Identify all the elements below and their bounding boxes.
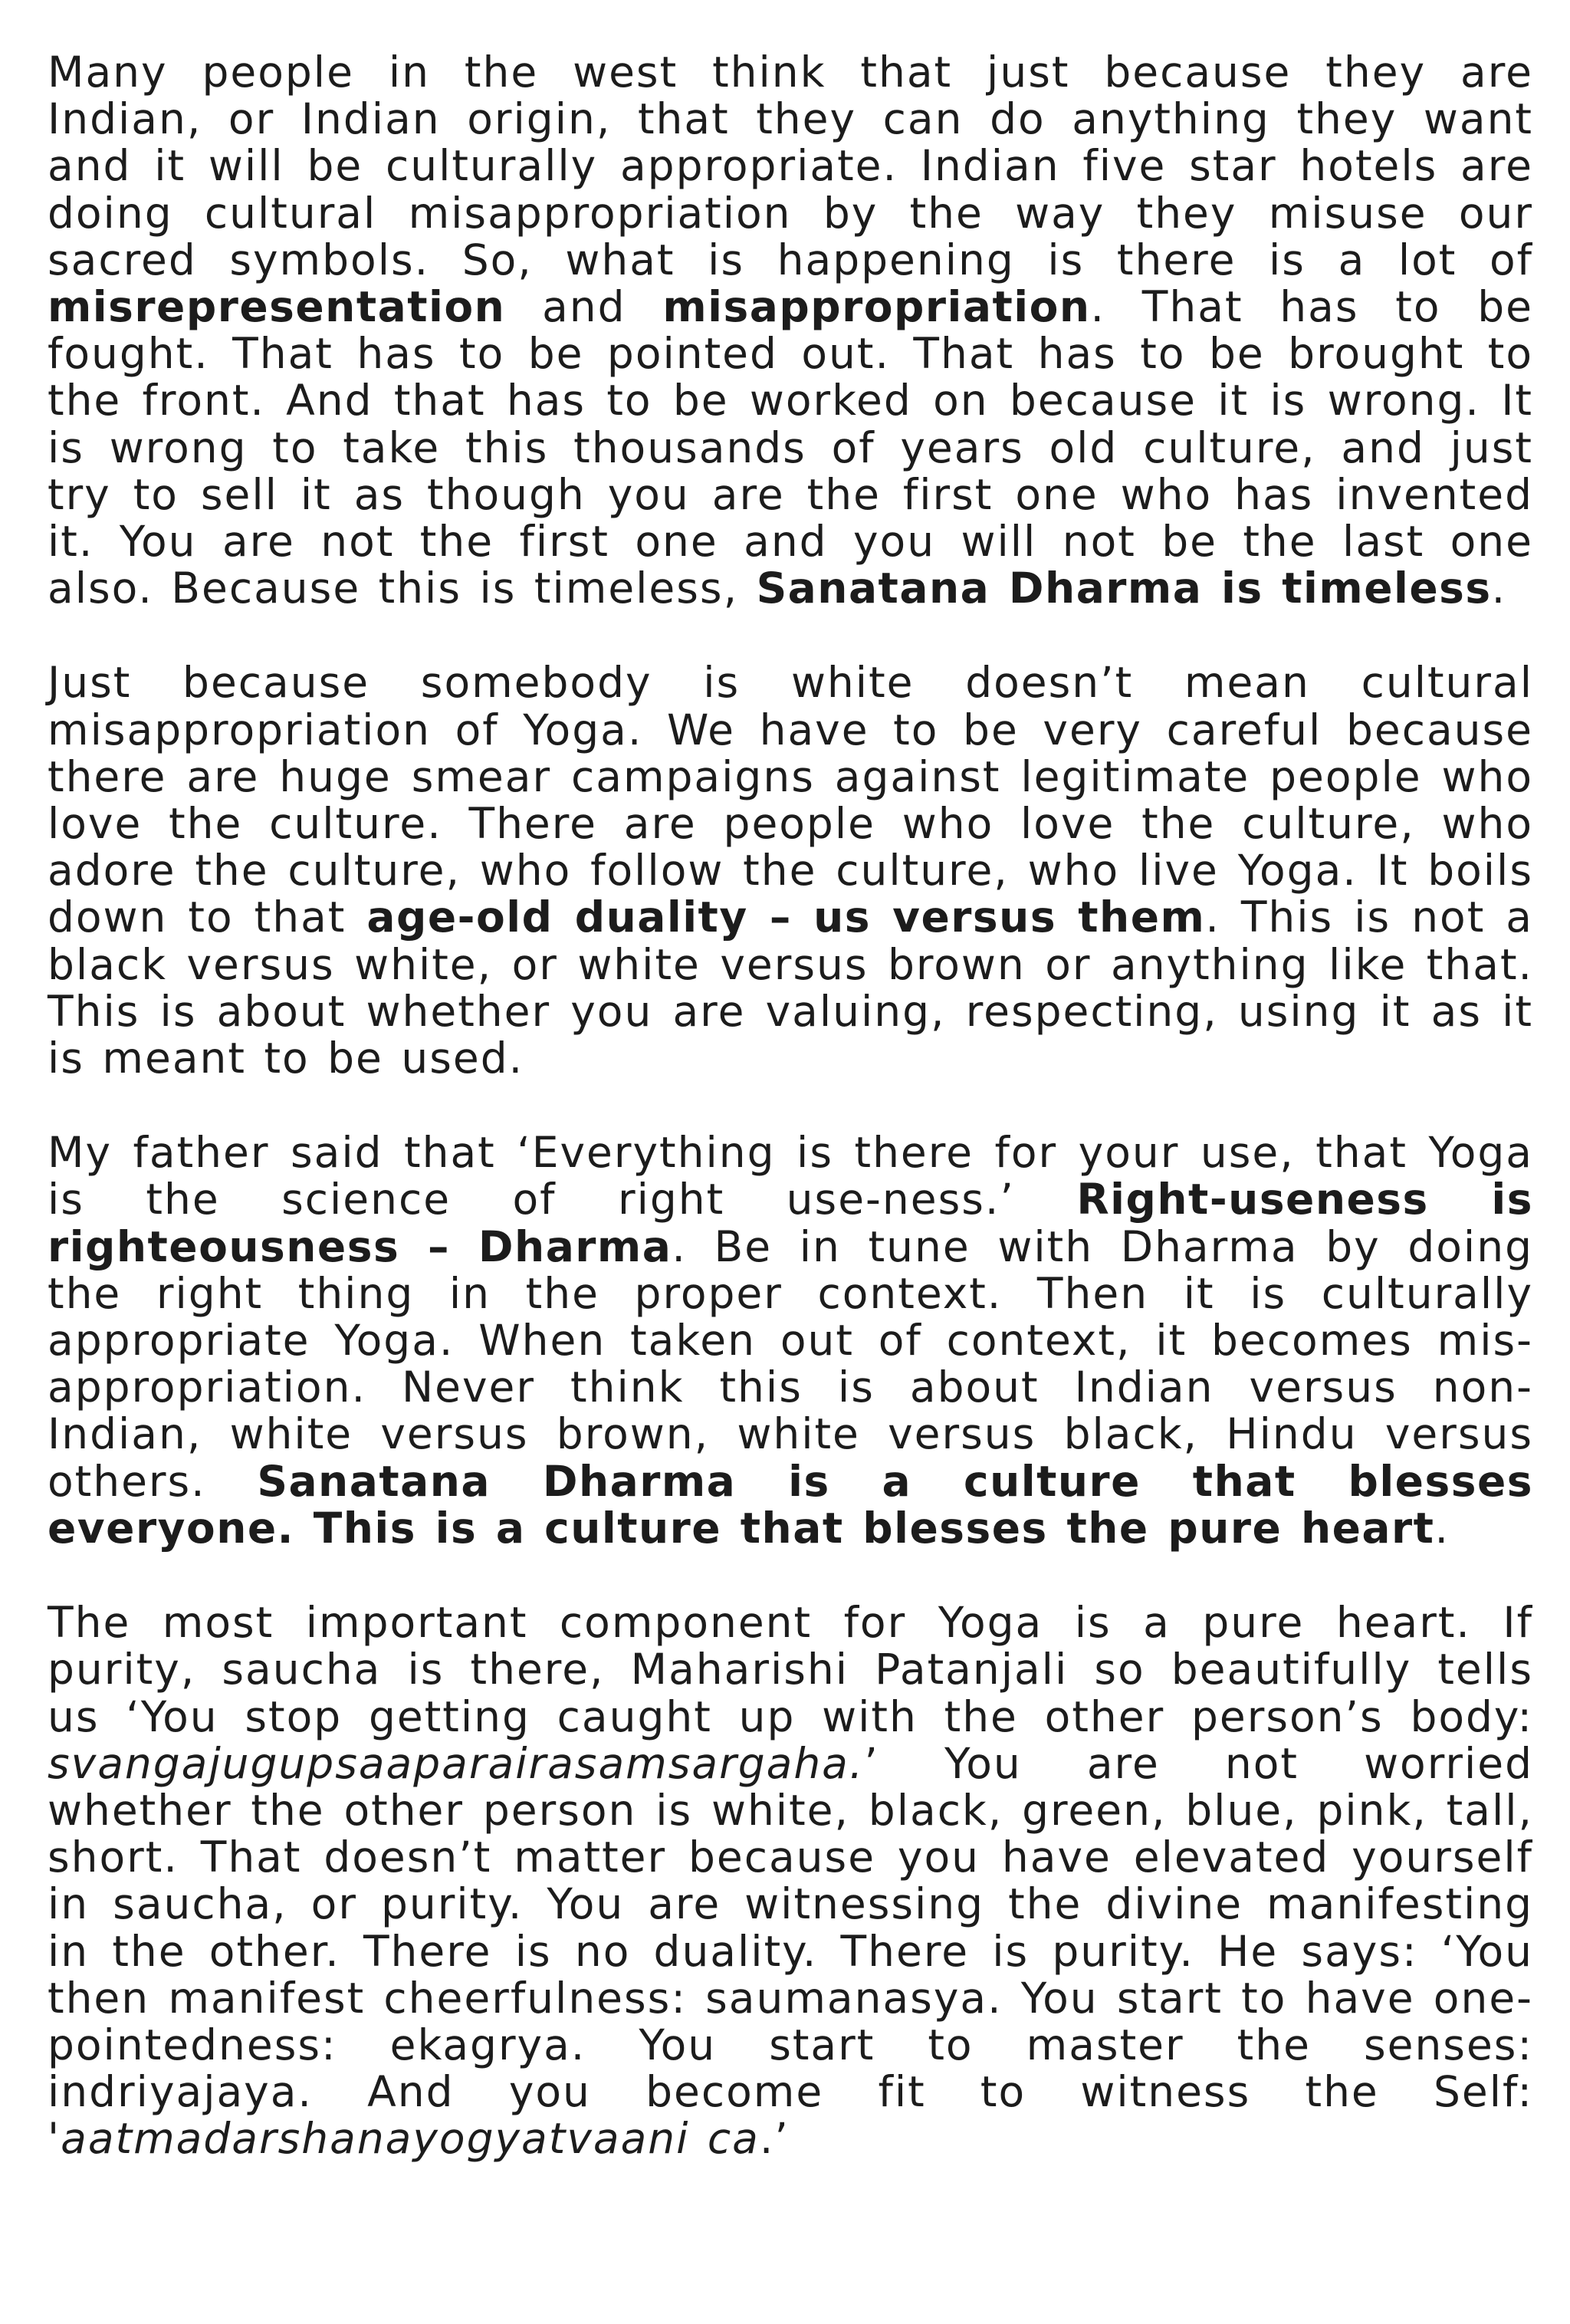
paragraph-cultural-misappropriation: [48, 49, 1533, 612]
text-run: . Be in tune with Dharma by doing the right thing in the proper context. Then it is culturally appropriate Yoga. When taken out of context, it becomes mis-appropriation. Never think this is about Indian versus non-Indian, white versus brown, white versus black, Hindu versus others.: [48, 1221, 1533, 1506]
italic-text-run: svangajugupsaaparairasamsargaha.: [48, 1738, 865, 1788]
text-run: Many people in the west think that just because they are Indian, or Indian origin, that they can do anything they want and it will be culturally appropriate. Indian five star hotels are doing cultural misappropriation by the way they misuse our sacred symbols. So, what is happening is there is a lot of: [48, 48, 1533, 284]
text-run: My father said that ‘Everything is there for your use, that Yoga is the science of right use-ness.’: [48, 1128, 1533, 1224]
bold-text-run: age-old duality – us versus them: [366, 892, 1206, 942]
text-run: .’: [759, 2114, 790, 2164]
bold-text-run: misappropriation: [662, 282, 1091, 332]
paragraph-us-versus-them: [48, 659, 1533, 1082]
bold-text-run: Right-useness is righteousness – Dharma: [48, 1175, 1533, 1271]
bold-text-run: misrepresentation: [48, 282, 506, 332]
bold-text-run: Sanatana Dharma is a culture that blesses everyone. This is a culture that blesses the pure heart: [48, 1456, 1533, 1553]
text-run: . This is not a black versus white, or white versus brown or anything like that. This is about whether you are valuing, respecting, using it as it is meant to be used.: [48, 892, 1533, 1083]
text-run: .: [1434, 1503, 1450, 1553]
text-run: ’ You are not worried whether the other person is white, black, green, blue, pink, tall, short. That doesn’t matter because you have elevated yourself in saucha, or purity. You are witnessing the divine manifesting in the other. There is no duality. There is purity. He says: ‘You then manifest cheerfulness: saumanasya. You start to have one-pointedness: ekagrya. You start to master the senses: indriyajaya. And you become fit to witness the Self: ': [48, 1738, 1533, 2164]
text-run: .: [1491, 564, 1507, 613]
text-run: . That has to be fought. That has to be pointed out. That has to be brought to the front. And that has to be worked on because it is wrong. It is wrong to take this thousands of years old culture, and just try to sell it as though you are the first one who has invented it. You are not the first one and you will not be the last one also. Because this is timeless,: [48, 282, 1533, 613]
text-run: The most important component for Yoga is a pure heart. If purity, saucha is there, Maharishi Patanjali so beautifully tells us ‘You stop getting caught up with the other person’s body:: [48, 1598, 1533, 1741]
article-body: [48, 49, 1533, 2163]
text-run: Just because somebody is white doesn’t mean cultural misappropriation of Yoga. We have to be very careful because there are huge smear campaigns against legitimate people who love the culture. There are people who love the culture, who adore the culture, who follow the culture, who live Yoga. It boils down to that: [48, 658, 1533, 942]
bold-text-run: Sanatana Dharma is timeless: [756, 564, 1492, 613]
italic-text-run: aatmadarshanayogyatvaani ca: [61, 2114, 760, 2164]
paragraph-pure-heart: [48, 1599, 1533, 2162]
paragraph-right-useness: [48, 1129, 1533, 1552]
text-run: and: [505, 282, 663, 332]
